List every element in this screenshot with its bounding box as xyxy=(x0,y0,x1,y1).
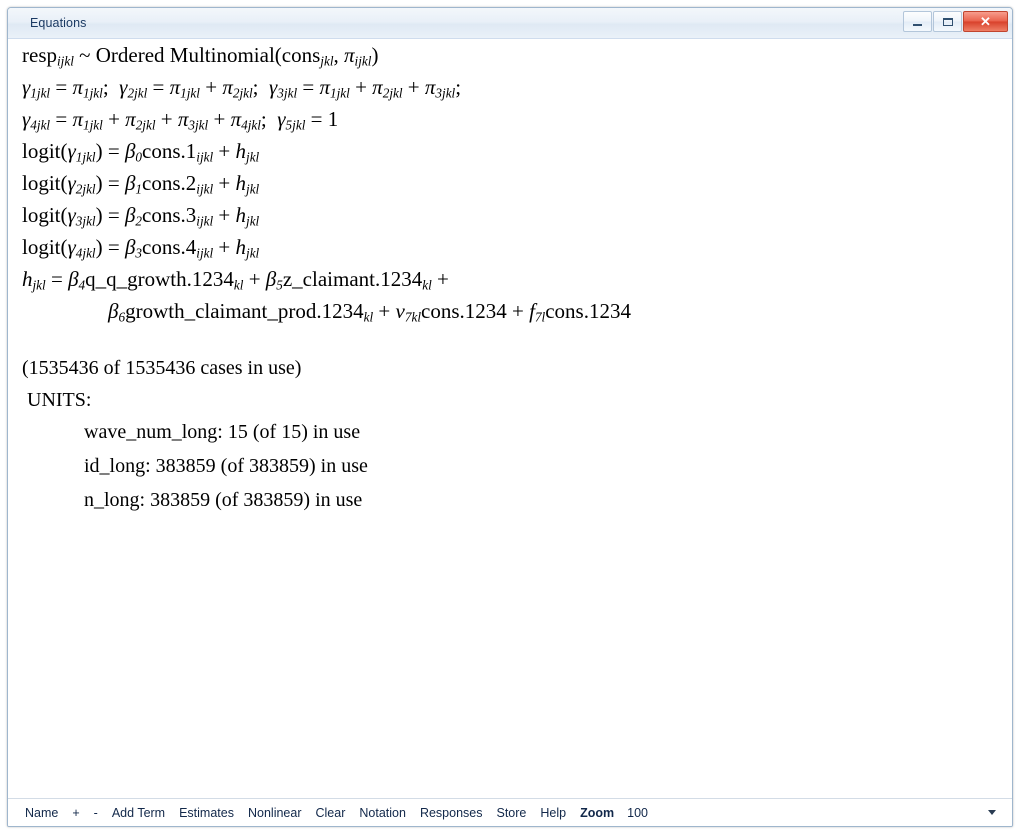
chevron-down-icon[interactable] xyxy=(988,810,996,815)
toolbar-button-responses[interactable]: Responses xyxy=(419,805,483,820)
window-controls xyxy=(903,11,1008,32)
toolbar-button-nonlinear[interactable]: Nonlinear xyxy=(247,805,302,820)
zoom-value[interactable]: 100 xyxy=(627,805,648,820)
toolbar-button-add-term[interactable]: Add Term xyxy=(111,805,166,820)
equation-line[interactable]: $logit(\gamma_{3jkl})$ = $\beta_2cons.3_{ijkl} + h_{jkl}$ xyxy=(22,202,260,229)
equation-canvas[interactable] xyxy=(8,39,1012,798)
toolbar-button-help[interactable]: Help xyxy=(540,805,567,820)
toolbar-button-zoom[interactable]: Zoom xyxy=(580,805,615,820)
equations-window xyxy=(7,7,1013,827)
equation-line[interactable]: resp$_{ijkl}$ ~ Ordered Multinomial(cons$_{jkl}$, $\pi_{ijkl}$) xyxy=(22,43,379,69)
window-title: Equations xyxy=(30,16,87,30)
unit-item: n_long: 383859 (of 383859) in use xyxy=(84,489,363,512)
toolbar-button-estimates[interactable]: Estimates xyxy=(179,805,234,820)
units-heading: UNITS: xyxy=(27,389,92,412)
equation-line[interactable]: $logit(\gamma_{1jkl})$ = $\beta_0cons.1_{ijkl} + h_{jkl}$ xyxy=(22,138,260,165)
close-icon: ✕ xyxy=(980,14,991,29)
minimize-button[interactable] xyxy=(903,11,932,32)
toolbar-button-plus[interactable]: + xyxy=(72,805,80,820)
toolbar-button-name[interactable]: Name xyxy=(25,805,59,820)
equation-spacer xyxy=(22,332,1002,358)
toolbar-button-notation[interactable]: Notation xyxy=(359,805,406,820)
equation-line[interactable]: $logit(\gamma_{4jkl})$ = $\beta_3cons.4_{ijkl} + h_{jkl}$ xyxy=(22,234,260,261)
maximize-button[interactable] xyxy=(933,11,962,32)
toolbar-button-store[interactable]: Store xyxy=(496,805,527,820)
toolbar xyxy=(8,798,1012,826)
equation-line[interactable]: $logit(\gamma_{2jkl})$ = $\beta_1cons.2_{ijkl} + h_{jkl}$ xyxy=(22,170,260,197)
equation-line[interactable]: $\beta_6growth\_claimant\_prod.1234_{kl}$ + $v_{7kl}cons.1234$ + $f_{7l}cons.1234$ xyxy=(108,298,631,325)
close-button[interactable] xyxy=(963,11,1008,32)
minimize-icon xyxy=(913,24,922,26)
equation-line[interactable]: $\gamma_{4jkl} = \pi_{1jkl} + \pi_{2jkl} + \pi_{3jkl} + \pi_{4jkl}$; $\gamma_{5jkl} = 1$ xyxy=(22,106,339,133)
equation-line[interactable]: $\gamma_{1jkl} = \pi_{1jkl}$; $\gamma_{2jkl} = \pi_{1jkl} + \pi_{2jkl}$; $\gamma_{3jkl} = \pi_{1jkl} + \pi_{2jkl} + \pi_{3jkl}$; xyxy=(22,74,462,101)
toolbar-button-clear[interactable]: Clear xyxy=(315,805,346,820)
title-bar xyxy=(8,8,1012,39)
cases-in-use-text: (1535436 of 1535436 cases in use) xyxy=(22,357,302,380)
toolbar-button-minus[interactable]: - xyxy=(93,805,98,820)
maximize-icon xyxy=(943,18,953,26)
equation-line[interactable]: $h_{jkl}$ = $\beta_4q\_q\_growth.1234_{kl}$ + $\beta_5z\_claimant.1234_{kl}$ + xyxy=(22,266,449,293)
unit-item: wave_num_long: 15 (of 15) in use xyxy=(84,421,361,444)
unit-item: id_long: 383859 (of 383859) in use xyxy=(84,455,368,478)
